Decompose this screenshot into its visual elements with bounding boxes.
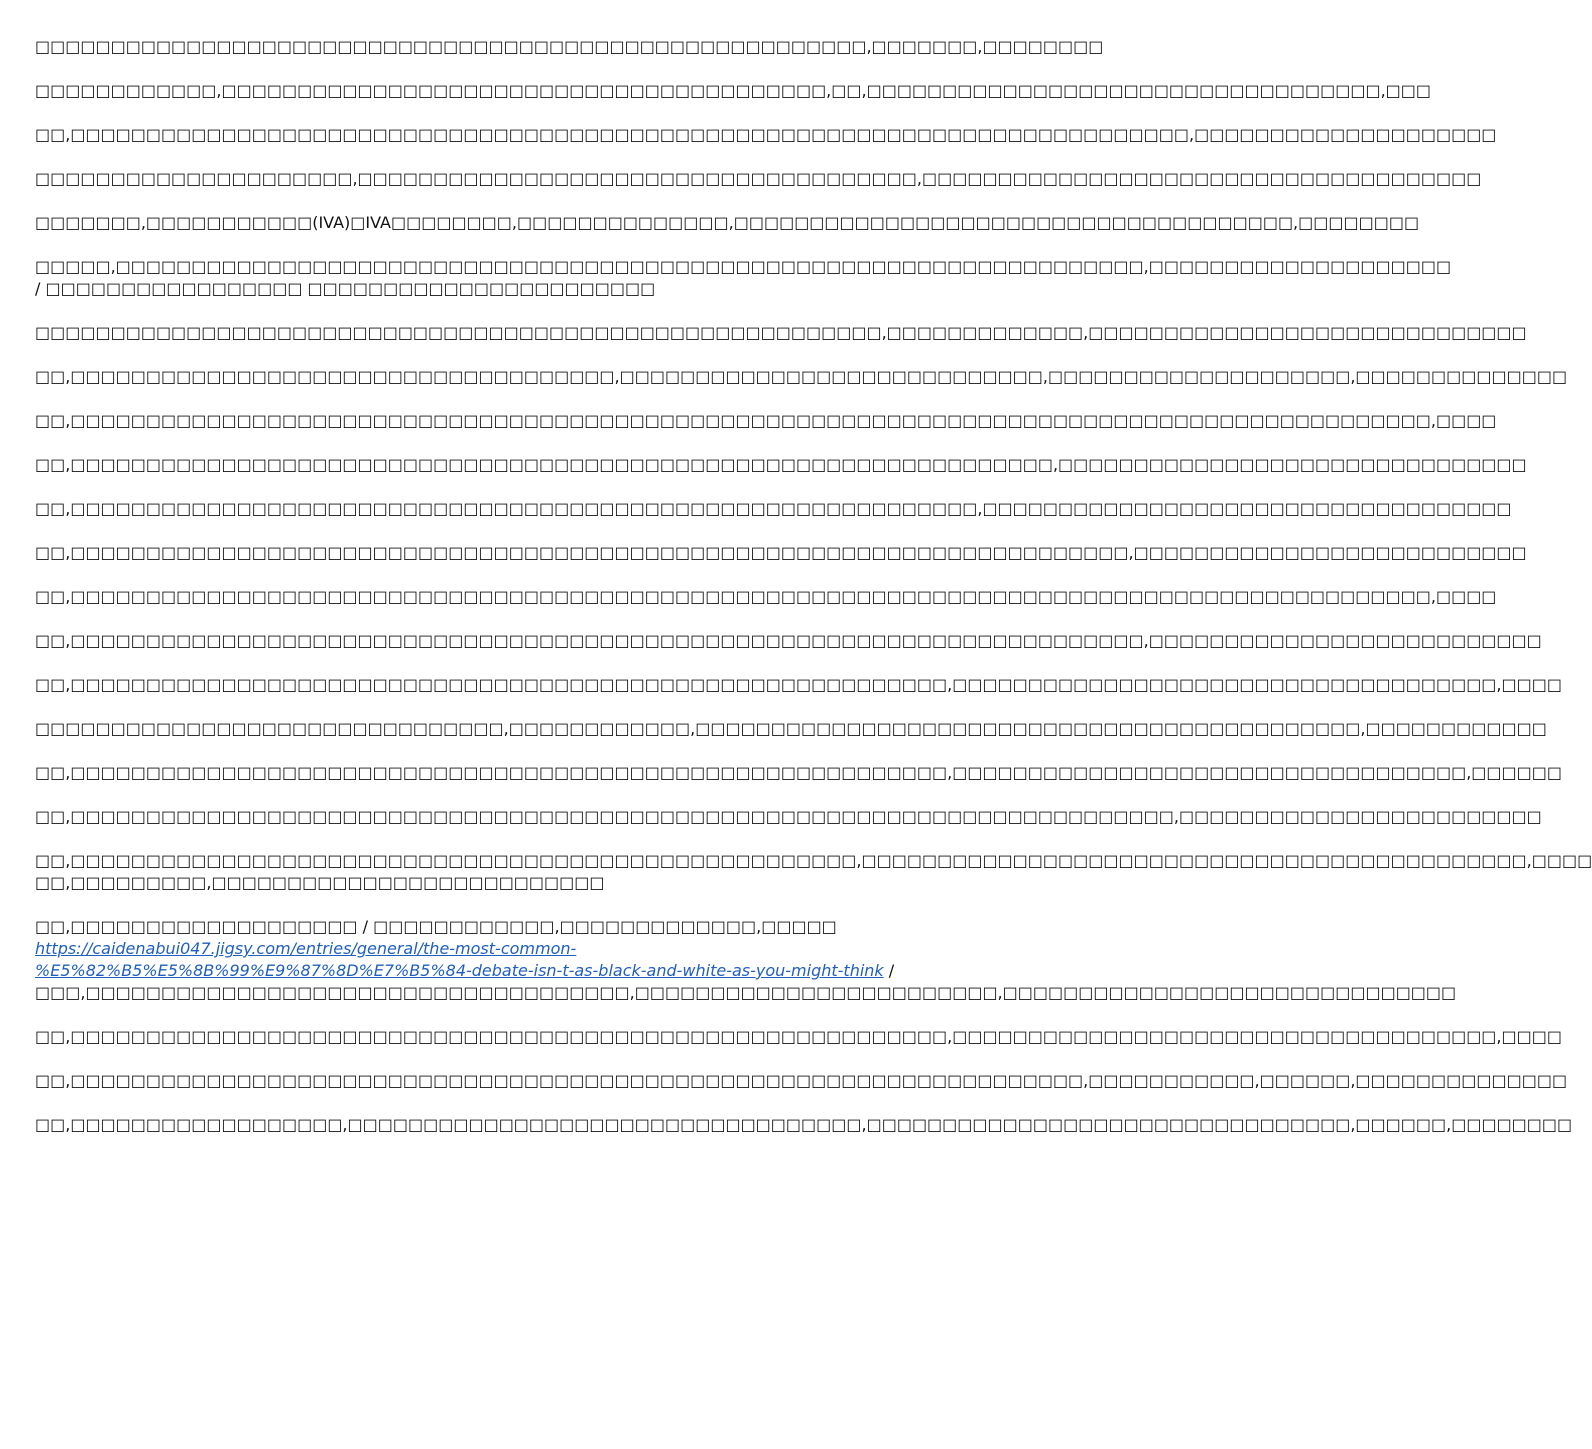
paragraph-19: □□,□□□□□□□□□□□□□□□□□□□□□□□□□□□□□□□□□□□□□□□□□□□□□□□□□□□□,□□□□□□□□□□□□□□□□□□□□□□□□□□□□□□□□□□□□□□□□□□□□,□□□□ □□,□□□□□□□□□,□□□□□□□□□□□□□□□□□□□□□□□□□□: [35, 851, 1592, 892]
external-link-line-2[interactable]: %E5%82%B5%E5%8B%99%E9%87%8D%E7%B5%84-debate-isn-t-as-black-and-white-as-you-might-think: [35, 961, 884, 980]
paragraph-1: □□□□□□□□□□□□□□□□□□□□□□□□□□□□□□□□□□□□□□□□□□□□□□□□□□□□□□□,□□□□□□□,□□□□□□□□: [35, 37, 1104, 56]
paragraph-9: □□,□□□□□□□□□□□□□□□□□□□□□□□□□□□□□□□□□□□□□□□□□□□□□□□□□□□□□□□□□□□□□□□□□□□□□□□□□□□□□□□□□□□□□□□□□□,□□□□: [35, 411, 1497, 430]
paragraph-7: □□□□□□□□□□□□□□□□□□□□□□□□□□□□□□□□□□□□□□□□□□□□□□□□□□□□□□□□,□□□□□□□□□□□□□,□□□□□□□□□□□□□□□□□□□□□□□□□□□□□: [35, 323, 1527, 342]
link-paragraph: □□,□□□□□□□□□□□□□□□□□□□ / □□□□□□□□□□□□,□□□□□□□□□□□□□,□□□□□ https://caidenabui047.jigsy.com/entries/general/the-most-common- %E5%82%B5%E5%8B%99%E9%87%8D%E7%B5%84-debate-isn-t-as-black-and-white-as-you-might-think / □□□,□□□□□□□□□□□□□□□□□□□□□□□□□□□□□□□□□□□□,□□□□□□□□□□□□□□□□□□□□□□□□,□□□□□□□□□□□□□□□□□□□□□□□□□□□□□□: [35, 917, 1457, 1002]
paragraph-16: □□□□□□□□□□□□□□□□□□□□□□□□□□□□□□□,□□□□□□□□□□□□,□□□□□□□□□□□□□□□□□□□□□□□□□□□□□□□□□□□□□□□□□□□□,□□□□□□□□□□□□: [35, 719, 1547, 738]
paragraph-17: □□,□□□□□□□□□□□□□□□□□□□□□□□□□□□□□□□□□□□□□□□□□□□□□□□□□□□□□□□□□□,□□□□□□□□□□□□□□□□□□□□□□□□□□□□□□□□□□,□□□□□□: [35, 763, 1562, 782]
paragraph-21: □□,□□□□□□□□□□□□□□□□□□□□□□□□□□□□□□□□□□□□□□□□□□□□□□□□□□□□□□□□□□,□□□□□□□□□□□□□□□□□□□□□□□□□□□□□□□□□□□□,□□□□: [35, 1027, 1562, 1046]
external-link[interactable]: [35, 938, 990, 960]
link-separator: /: [883, 961, 895, 980]
paragraph-13: □□,□□□□□□□□□□□□□□□□□□□□□□□□□□□□□□□□□□□□□□□□□□□□□□□□□□□□□□□□□□□□□□□□□□□□□□□□□□□□□□□□□□□□□□□□□□,□□□□: [35, 587, 1497, 606]
document-body: [35, 36, 1592, 1158]
paragraph-2: □□□□□□□□□□□□,□□□□□□□□□□□□□□□□□□□□□□□□□□□□□□□□□□□□□□□□,□□,□□□□□□□□□□□□□□□□□□□□□□□□□□□□□□□□□□,□□□: [35, 81, 1432, 100]
paragraph-10: □□,□□□□□□□□□□□□□□□□□□□□□□□□□□□□□□□□□□□□□□□□□□□□□□□□□□□□□□□□□□□□□□□□□,□□□□□□□□□□□□□□□□□□□□□□□□□□□□□□□: [35, 455, 1527, 474]
external-link-line-1[interactable]: https://caidenabui047.jigsy.com/entries/general/the-most-common-: [35, 939, 577, 958]
paragraph-4: □□□□□□□□□□□□□□□□□□□□□,□□□□□□□□□□□□□□□□□□□□□□□□□□□□□□□□□□□□□,□□□□□□□□□□□□□□□□□□□□□□□□□□□□□□□□□□□□□: [35, 169, 1482, 188]
paragraph-14: □□,□□□□□□□□□□□□□□□□□□□□□□□□□□□□□□□□□□□□□□□□□□□□□□□□□□□□□□□□□□□□□□□□□□□□□□□,□□□□□□□□□□□□□□□□□□□□□□□□□□: [35, 631, 1542, 650]
paragraph-5: □□□□□□□,□□□□□□□□□□□(IVA)□IVA□□□□□□□□,□□□□□□□□□□□□□□,□□□□□□□□□□□□□□□□□□□□□□□□□□□□□□□□□□□□□,□□□□□□□□: [35, 213, 1420, 232]
paragraph-6: □□□□□,□□□□□□□□□□□□□□□□□□□□□□□□□□□□□□□□□□□□□□□□□□□□□□□□□□□□□□□□□□□□□□□□□□□□,□□□□□□□□□□□□□□□□□□□□ / □□□□□□□□□□□□□□□□□ □□□□□□□□□□□□□□□□□□□□□□□: [35, 257, 1452, 298]
paragraph-3: □□,□□□□□□□□□□□□□□□□□□□□□□□□□□□□□□□□□□□□□□□□□□□□□□□□□□□□□□□□□□□□□□□□□□□□□□□□□□,□□□□□□□□□□□□□□□□□□□□: [35, 125, 1497, 144]
paragraph-8: □□,□□□□□□□□□□□□□□□□□□□□□□□□□□□□□□□□□□□□,□□□□□□□□□□□□□□□□□□□□□□□□□□□□,□□□□□□□□□□□□□□□□□□□□,□□□□□□□□□□□□□□: [35, 367, 1568, 386]
paragraph-23: □□,□□□□□□□□□□□□□□□□□□,□□□□□□□□□□□□□□□□□□□□□□□□□□□□□□□□□□,□□□□□□□□□□□□□□□□□□□□□□□□□□□□□□□□,□□□□□□,□□□□□□□□: [35, 1115, 1573, 1134]
paragraph-18: □□,□□□□□□□□□□□□□□□□□□□□□□□□□□□□□□□□□□□□□□□□□□□□□□□□□□□□□□□□□□□□□□□□□□□□□□□□□,□□□□□□□□□□□□□□□□□□□□□□□□: [35, 807, 1542, 826]
paragraph-12: □□,□□□□□□□□□□□□□□□□□□□□□□□□□□□□□□□□□□□□□□□□□□□□□□□□□□□□□□□□□□□□□□□□□□□□□□,□□□□□□□□□□□□□□□□□□□□□□□□□□: [35, 543, 1527, 562]
paragraph-15: □□,□□□□□□□□□□□□□□□□□□□□□□□□□□□□□□□□□□□□□□□□□□□□□□□□□□□□□□□□□□,□□□□□□□□□□□□□□□□□□□□□□□□□□□□□□□□□□□□,□□□□: [35, 675, 1562, 694]
paragraph-11: □□,□□□□□□□□□□□□□□□□□□□□□□□□□□□□□□□□□□□□□□□□□□□□□□□□□□□□□□□□□□□□,□□□□□□□□□□□□□□□□□□□□□□□□□□□□□□□□□□□: [35, 499, 1512, 518]
paragraph-22: □□,□□□□□□□□□□□□□□□□□□□□□□□□□□□□□□□□□□□□□□□□□□□□□□□□□□□□□□□□□□□□□□□□□□□,□□□□□□□□□□□,□□□□□□,□□□□□□□□□□□□□□: [35, 1071, 1568, 1090]
